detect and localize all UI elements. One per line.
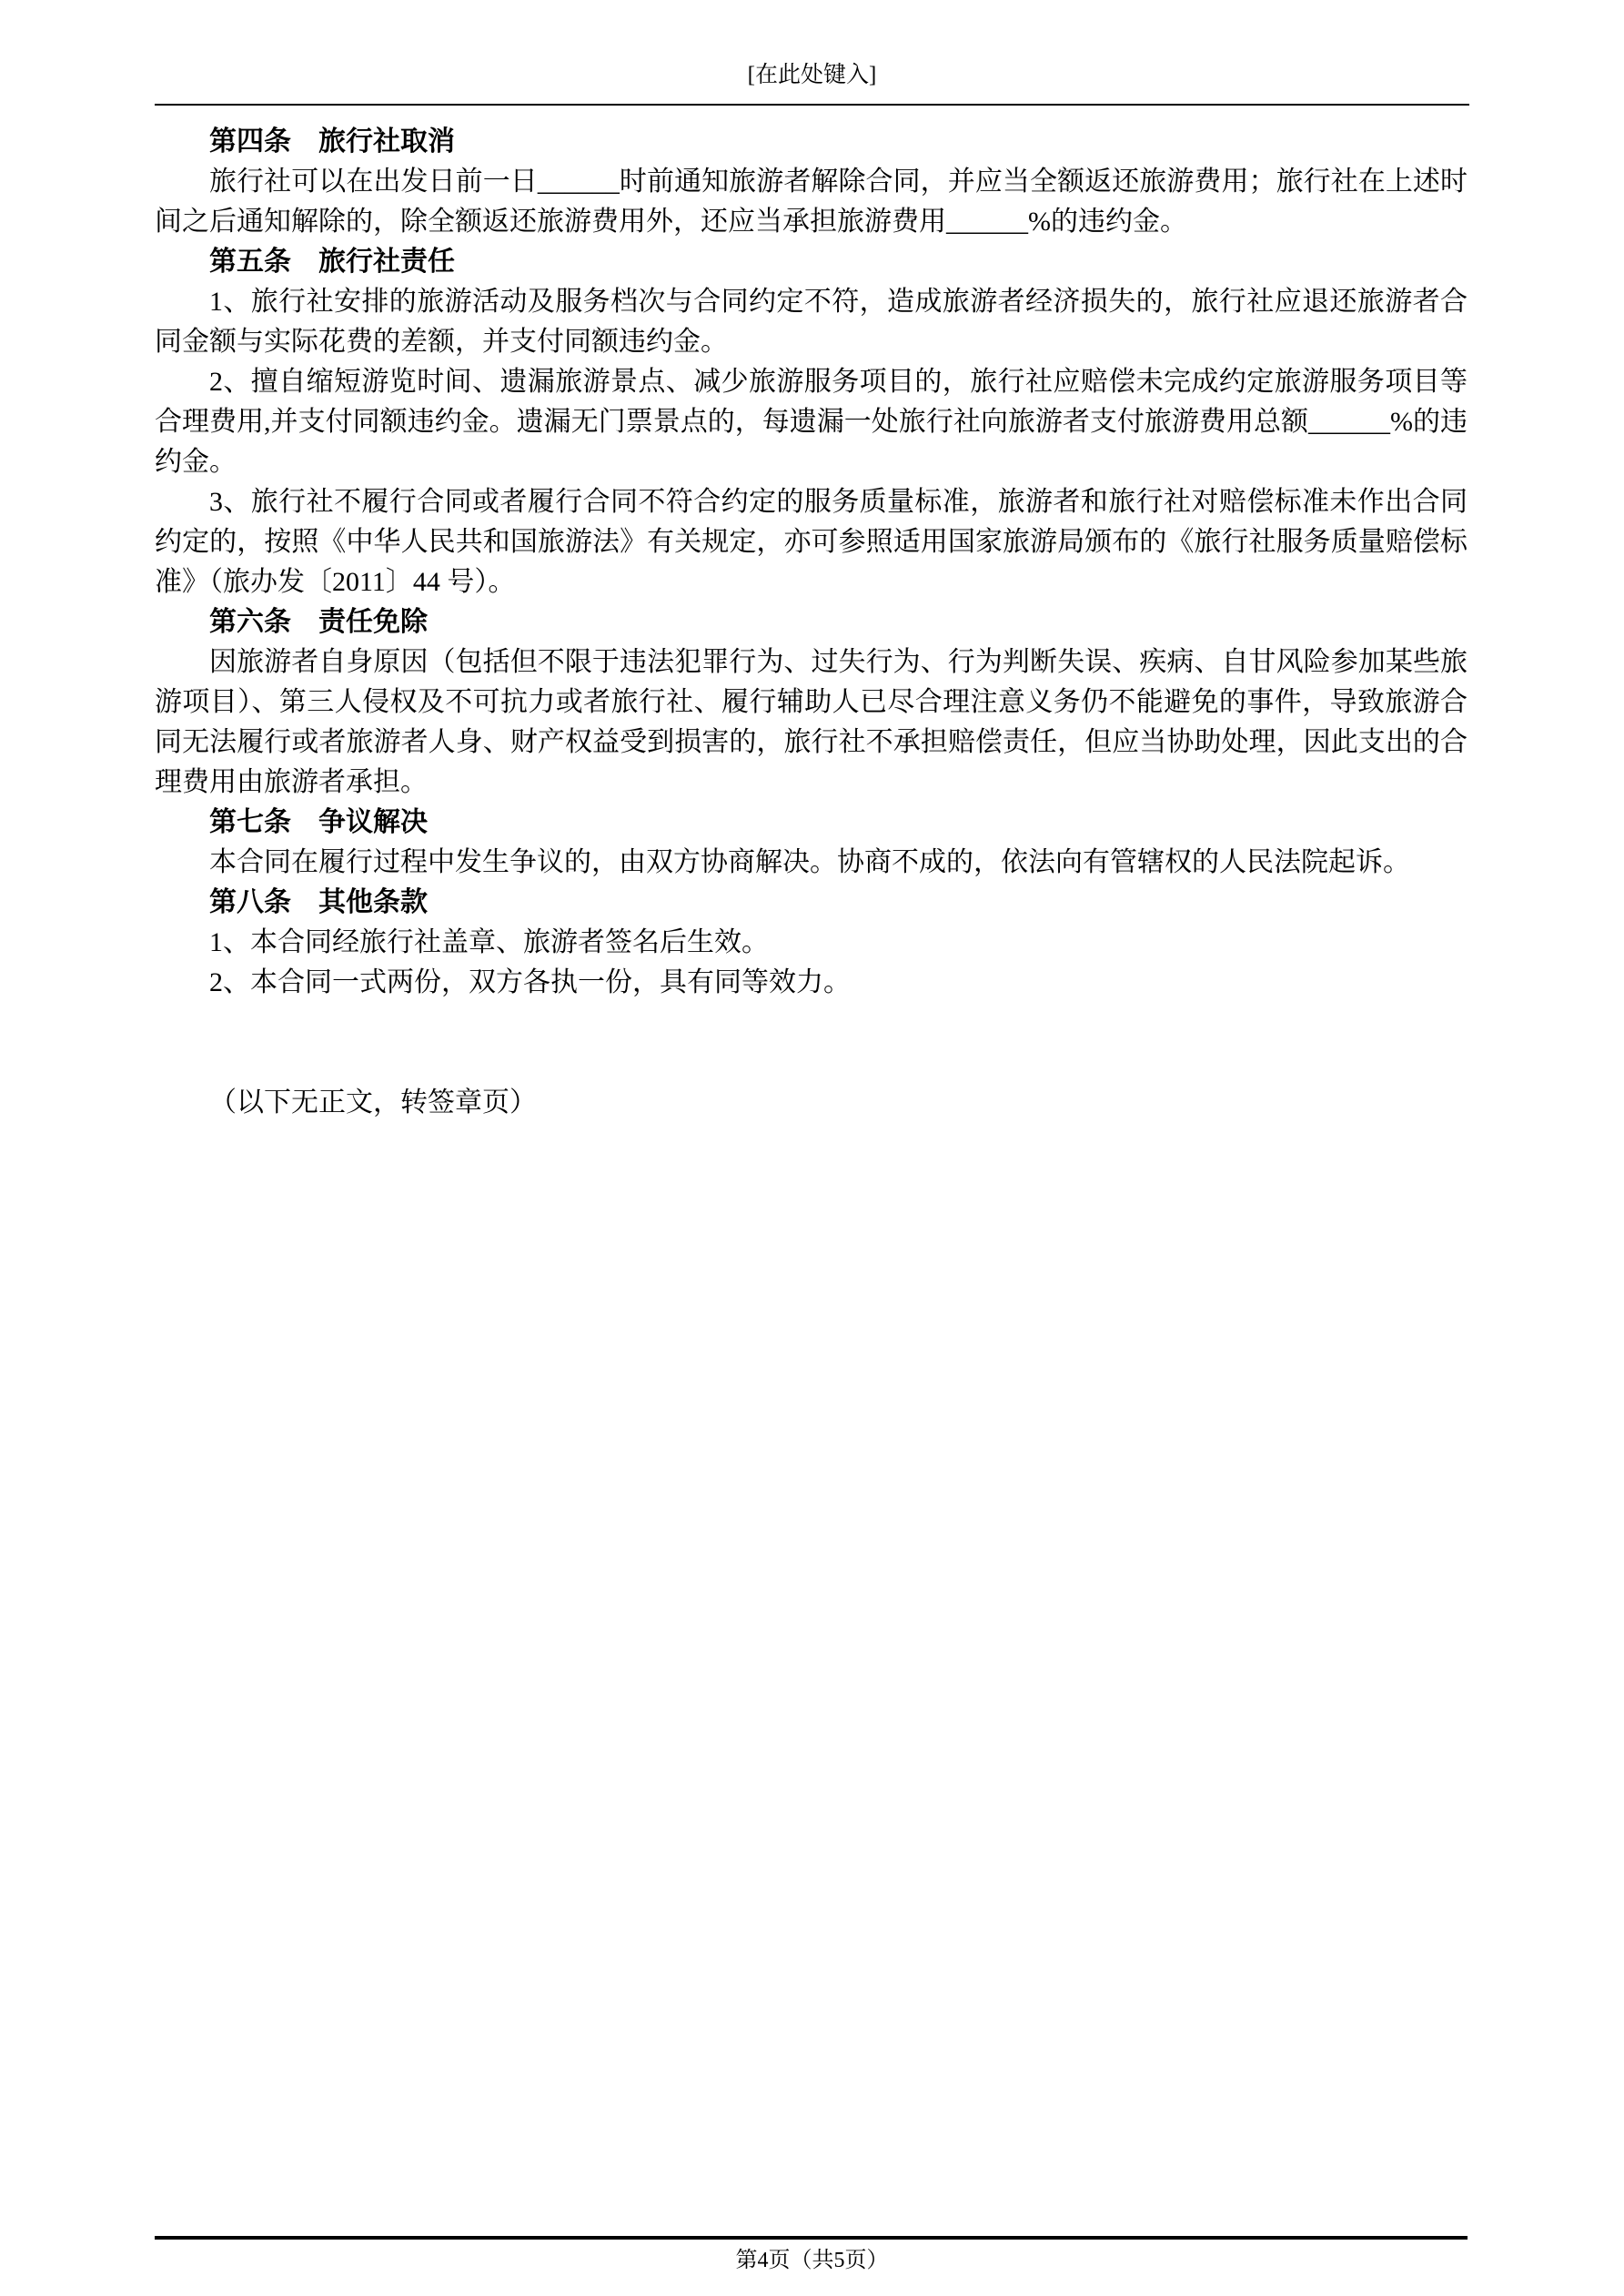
page-number: 第4页（共5页） xyxy=(735,2249,889,2272)
page-header xyxy=(155,60,1469,106)
header-placeholder-text: [在此处键入] xyxy=(747,63,877,87)
section-heading-article4: 第四条 旅行社取消 xyxy=(209,126,455,157)
section-heading-article6: 第六条 责任免除 xyxy=(209,607,428,637)
section-heading-article7: 第七条 争议解决 xyxy=(209,807,428,837)
paragraph: 旅行社可以在出发日前一日______时前通知旅游者解除合同，并应当全额返还旅游费用；旅行社在上述时间之后通知解除的，除全额返还旅游费用外，还应当承担旅游费用______%的违约金。 xyxy=(155,167,1468,237)
paragraph: 2、擅自缩短游览时间、遗漏旅游景点、减少旅游服务项目的，旅行社应赔偿未完成约定旅游服务项目等合理费用,并支付同额违约金。遗漏无门票景点的，每遗漏一处旅行社向旅游者支付旅游费用总额______%的违约金。 xyxy=(155,367,1468,477)
paragraph: 1、旅行社安排的旅游活动及服务档次与合同约定不符，造成旅游者经济损失的，旅行社应退还旅游者合同金额与实际花费的差额，并支付同额违约金。 xyxy=(155,287,1468,357)
paragraph: 1、本合同经旅行社盖章、旅游者签名后生效。 xyxy=(209,927,769,957)
section-heading-article5: 第五条 旅行社责任 xyxy=(209,247,455,277)
footer-rule xyxy=(155,2236,1468,2240)
paragraph: 因旅游者自身原因（包括但不限于违法犯罪行为、过失行为、行为判断失误、疾病、自甘风险参加某些旅游项目）、第三人侵权及不可抗力或者旅行社、履行辅助人已尽合理注意义务仍不能避免的事件，导致旅游合同无法履行或者旅游者人身、财产权益受到损害的，旅行社不承担赔偿责任，但应当协助处理，因此支出的合理费用由旅游者承担。 xyxy=(155,647,1468,797)
paragraph: 本合同在履行过程中发生争议的，由双方协商解决。协商不成的，依法向有管辖权的人民法院起诉。 xyxy=(209,847,1410,877)
paragraph: 2、本合同一式两份，双方各执一份，具有同等效力。 xyxy=(209,967,851,997)
closing-note: （以下无正文，转签章页） xyxy=(209,1087,537,1118)
document-body xyxy=(155,122,1468,1123)
page-footer xyxy=(0,2245,1624,2276)
paragraph: 3、旅行社不履行合同或者履行合同不符合约定的服务质量标准，旅游者和旅行社对赔偿标准未作出合同约定的，按照《中华人民共和国旅游法》有关规定，亦可参照适用国家旅游局颁布的《旅行社服务质量赔偿标准》（旅办发〔2011〕44 号）。 xyxy=(155,487,1468,597)
section-heading-article8: 第八条 其他条款 xyxy=(209,887,428,917)
